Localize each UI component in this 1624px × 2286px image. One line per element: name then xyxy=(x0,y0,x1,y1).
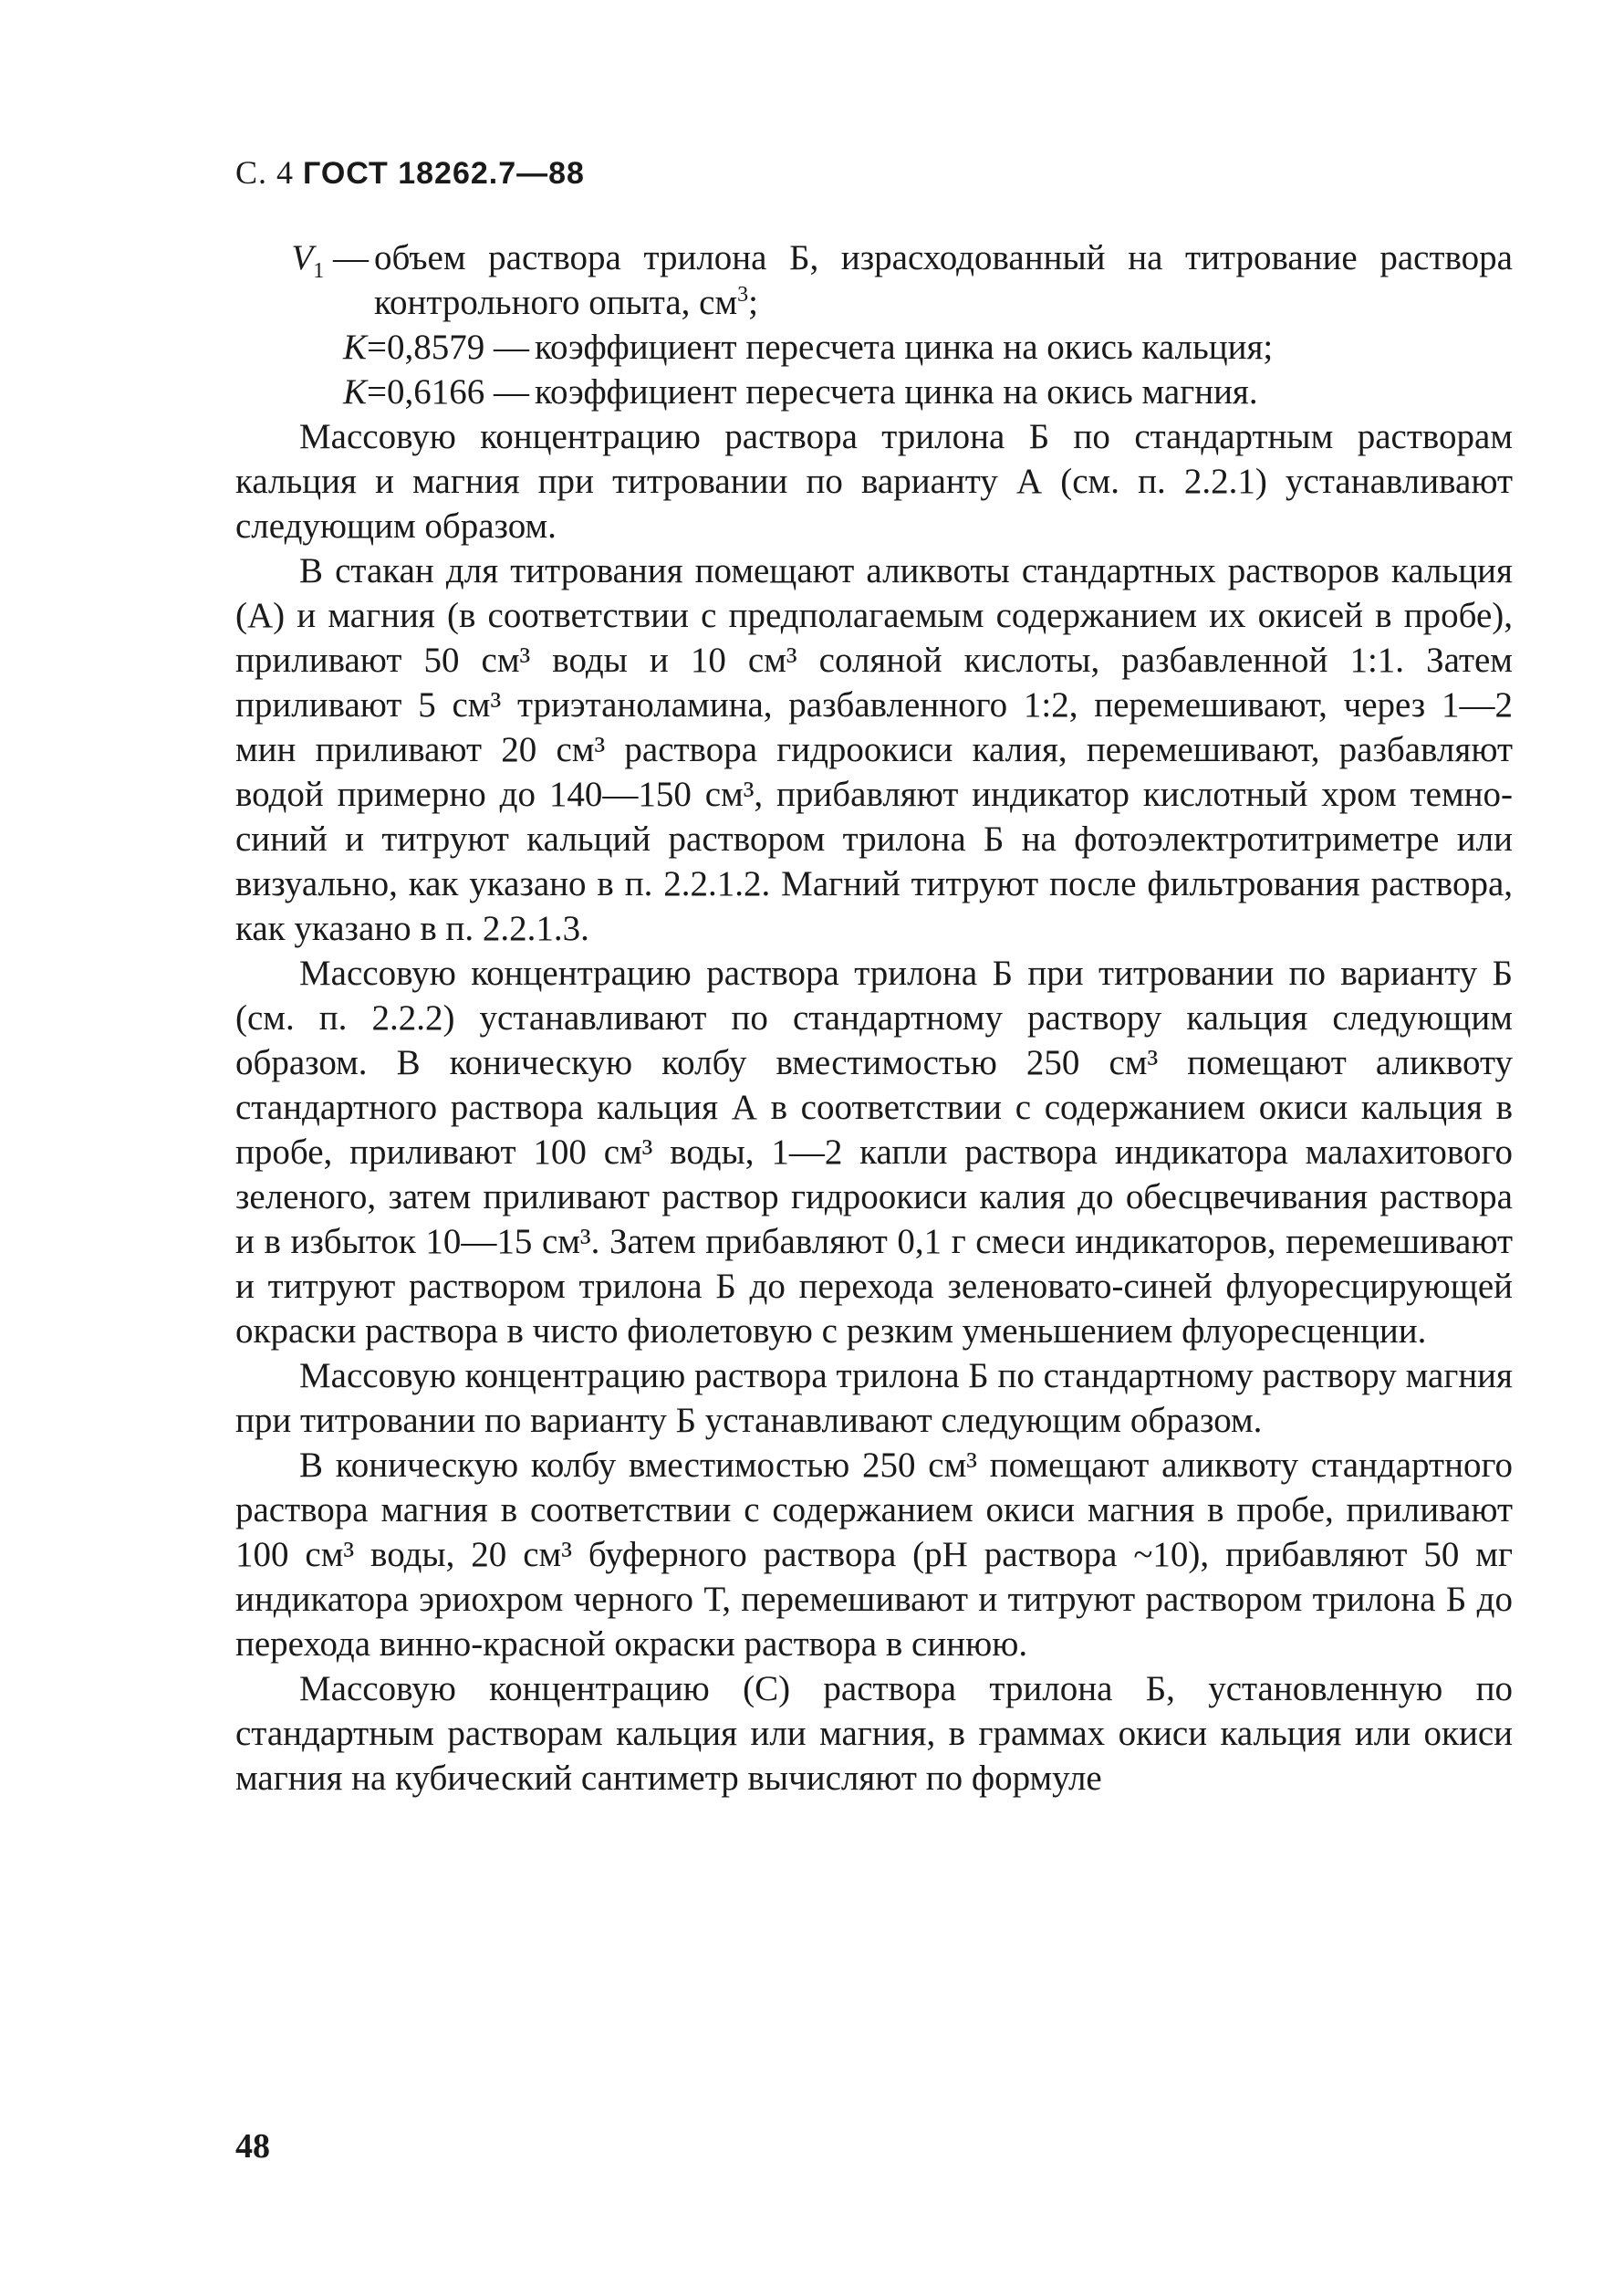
paragraph: В стакан для титрования помещают аликвоты стандартных растворов кальция (А) и магния (в соответствии с предполагаемым содержанием их окисей в пробе), приливают 50 см³ воды и 10 см³ соляной кислоты, разбавленной 1:1. Затем приливают 5 см³ триэтаноламина, разбавленного 1:2, перемешивают, через 1—2 мин приливают 20 см³ раствора гидроокиси калия, перемешивают, разбавляют водой примерно до 140—150 см³, прибавляют индикатор кислотный хром темно-синий и титруют кальций раствором трилона Б на фотоэлектротитриметре или визуально, как указано в п. 2.2.1.2. Магний титруют после фильтрования раствора, как указано в п. 2.2.1.3. xyxy=(235,551,1513,948)
definition-item xyxy=(235,325,1513,370)
paragraph: Массовую концентрацию раствора трилона Б по стандартным растворам кальция и магния при титровании по варианту А (см. п. 2.2.1) устанавливают следующим образом. xyxy=(235,417,1513,546)
standard-number: ГОСТ 18262.7—88 xyxy=(303,156,585,191)
paragraph: Массовую концентрацию раствора трилона Б при титровании по варианту Б (см. п. 2.2.2) устанавливают по стандартному раствору кальция следующим образом. В коническую колбу вместимостью 250 см³ помещают аликвоту стандартного раствора кальция А в соответствии с содержанием окиси кальция в пробе, приливают 100 см³ воды, 1—2 капли раствора индикатора малахитового зеленого, затем приливают раствор гидроокиси калия до обесцвечивания раствора и в избыток 10—15 см³. Затем прибавляют 0,1 г смеси индикаторов, перемешивают и титруют раствором трилона Б до перехода зеленовато-синей флуоресцирующей окраски раствора в чисто фиолетовую с резким уменьшением флуоресценции. xyxy=(235,954,1513,1351)
definition-item xyxy=(235,370,1513,414)
definitions-list xyxy=(235,235,1513,414)
definition-item xyxy=(235,235,1513,325)
paragraph: Массовую концентрацию раствора трилона Б по стандартному раствору магния при титровании по варианту Б устанавливают следующим образом. xyxy=(235,1356,1513,1440)
page-header xyxy=(235,153,585,192)
definition-term: K=0,8579 — xyxy=(342,328,529,367)
paragraph: В коническую колбу вместимостью 250 см³ помещают аликвоту стандартного раствора магния в соответствии с содержанием окиси магния в пробе, приливают 100 см³ воды, 20 см³ буферного раствора (pH раствора ~10), прибавляют 50 мг индикатора эриохром черного Т, перемешивают и титруют раствором трилона Б до перехода винно-красной окраски раствора в синюю. xyxy=(235,1446,1513,1664)
definition-term: $V_1$ — xyxy=(291,238,369,283)
main-text xyxy=(235,235,1513,1801)
definition-text: объем раствора трилона Б, израсходованный на титрование раствора контрольного опыта, $см^3$; xyxy=(374,238,1513,322)
page-prefix: С. 4 xyxy=(235,154,295,191)
paragraph: Массовую концентрацию (C) раствора трилона Б, установленную по стандартным растворам кальция или магния, в граммах окиси кальция или окиси магния на кубический сантиметр вычисляют по формуле xyxy=(235,1669,1513,1798)
definition-text: коэффициент пересчета цинка на окись кальция; xyxy=(535,328,1274,367)
definition-text: коэффициент пересчета цинка на окись магния. xyxy=(535,372,1258,412)
page-number: 48 xyxy=(235,2127,270,2166)
definition-term: K=0,6166 — xyxy=(342,372,529,412)
